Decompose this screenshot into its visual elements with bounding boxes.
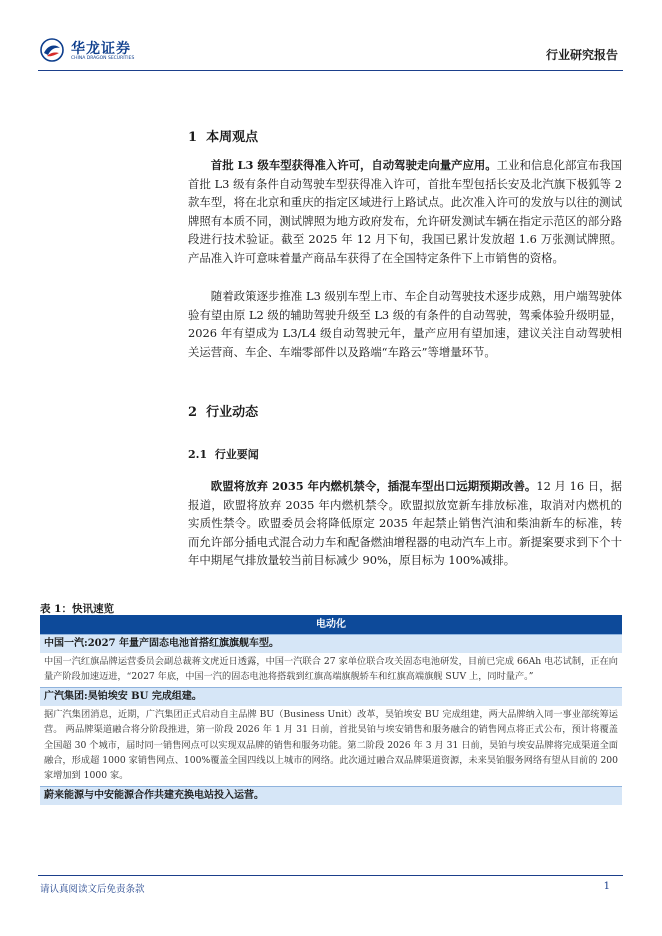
- company-logo: [40, 38, 162, 66]
- section-1-paragraph-1-text: 工业和信息化部宣布我国首批 L3 级有条件自动驾驶车型获得准入许可，首批车型包括长安及北汽旗下极狐等 2 款车型，将在北京和重庆的指定区域进行上路试点。此次准入许可的发放与以往的测试牌照有本质不同，测试牌照为地方政府发布，允许研发测试车辆在指定示范区的部分路段进行技术验证。截至 2025 年 12 月下旬，我国已累计发放超 1.6 万张测试牌照。产品准入许可意味着量产商品车获得了在全国特定条件下上市销售的资格。: [188, 158, 622, 265]
- table-row-title: 广汽集团:昊铂埃安 BU 完成组建。: [40, 687, 622, 706]
- section-1-number: 1: [188, 130, 198, 145]
- section-1-paragraph-1: [188, 156, 622, 268]
- disclaimer-note: 请认真阅读文后免责条款: [40, 884, 145, 895]
- subsection-2-1-title: 行业要闻: [214, 448, 259, 461]
- news-table: [40, 615, 622, 805]
- page-header: [0, 0, 662, 70]
- section-1-heading: [188, 126, 258, 145]
- table-row-title: 中国一汽:2027 年量产固态电池首搭红旗旗舰车型。: [40, 634, 622, 653]
- table-row-body: 据广汽集团消息，近期，广汽集团正式启动自主品牌 BU（Business Unit）改革，昊铂埃安 BU 完成组建，两大品牌纳入同一事业部统筹运营。 两品牌渠道融合将分阶段推进，第一阶段 2026 年 1 月 31 日前，首批昊铂与埃安销售和服务融合的销售网点将正式公布，预计将覆盖全国超 30 个城市，届时同一销售网点可以实现双品牌的销售和服务功能。第二阶段 2026 年 3 月 31 日前，昊铂与埃安品牌将完成渠道全面融合，形成超 1000 家销售网点、100%覆盖全国四线以上城市的网络。此次通过融合双品牌渠道资源，未来昊铂服务网络有望从目前的 200 家增加到 1000 家。: [44, 708, 618, 782]
- section-2-heading: [188, 401, 258, 420]
- section-1-paragraph-2-text: 随着政策逐步推准 L3 级别车型上市、车企自动驾驶技术逐步成熟，用户端驾驶体验有望由原 L2 级的辅助驾驶升级至 L3 级的有条件的自动驾驶，驾乘体验升级明显，2026 年有望成为 L3/L4 级自动驾驶元年，量产应用有望加速，建议关注自动驾驶相关运营商、车企、车端零部件以及路端“车路云”等增量环节。: [188, 289, 622, 359]
- header-divider: [38, 70, 623, 71]
- dragon-logo-icon: [40, 38, 64, 62]
- footer-divider: [38, 875, 623, 876]
- table-row-body: 中国一汽红旗品牌运营委员会副总裁蒋文虎近日透露，中国一汽联合 27 家单位联合攻关固态电池研发，目前已完成 66Ah 电芯试制，正在向量产阶段加速迈进，“2027 年底，中国一汽的固态电池将搭载到红旗高端旗舰轿车和红旗高端旗舰 SUV 上，同时量产。”: [44, 656, 618, 683]
- section-1-lead-sentence: 首批 L3 级车型获得准入许可，自动驾驶走向量产应用。: [210, 158, 497, 172]
- section-1-paragraph-2: [188, 287, 622, 361]
- table-caption: 表 1：快讯速览: [40, 603, 114, 615]
- logo-english-name: CHINA DRAGON SECURITIES: [71, 56, 135, 61]
- section-2-title: 行业动态: [206, 405, 259, 420]
- page-number: 1: [603, 881, 610, 892]
- table-row-title: 蔚来能源与中安能源合作共建充换电站投入运营。: [40, 786, 622, 805]
- section-2-lead-sentence: 欧盟将放弃 2035 年内燃机禁令，插混车型出口远期预期改善。: [210, 479, 537, 493]
- section-2-number: 2: [188, 405, 198, 420]
- section-1-title: 本周观点: [206, 130, 259, 145]
- section-2-paragraph-text: 12 月 16 日，据报道，欧盟将放弃 2035 年内燃机禁令。欧盟拟放宽新车排放标准，取消对内燃机的实质性禁令。欧盟委员会将降低原定 2035 年起禁止销售汽油和柴油新车的标准，转而允许部分插电式混合动力车和配备燃油增程器的电动汽车上市。新提案要求到下个十年中期尾气排放量较当前目标减少 90%，原目标为 100%减排。: [188, 479, 622, 568]
- subsection-2-1-heading: [188, 446, 259, 462]
- table-header: 电动化: [40, 615, 622, 634]
- report-type-label: 行业研究报告: [545, 48, 618, 62]
- logo-chinese-name: 华龙证券: [71, 41, 131, 57]
- section-2-paragraph: [188, 477, 622, 570]
- subsection-2-1-number: 2.1: [188, 448, 208, 461]
